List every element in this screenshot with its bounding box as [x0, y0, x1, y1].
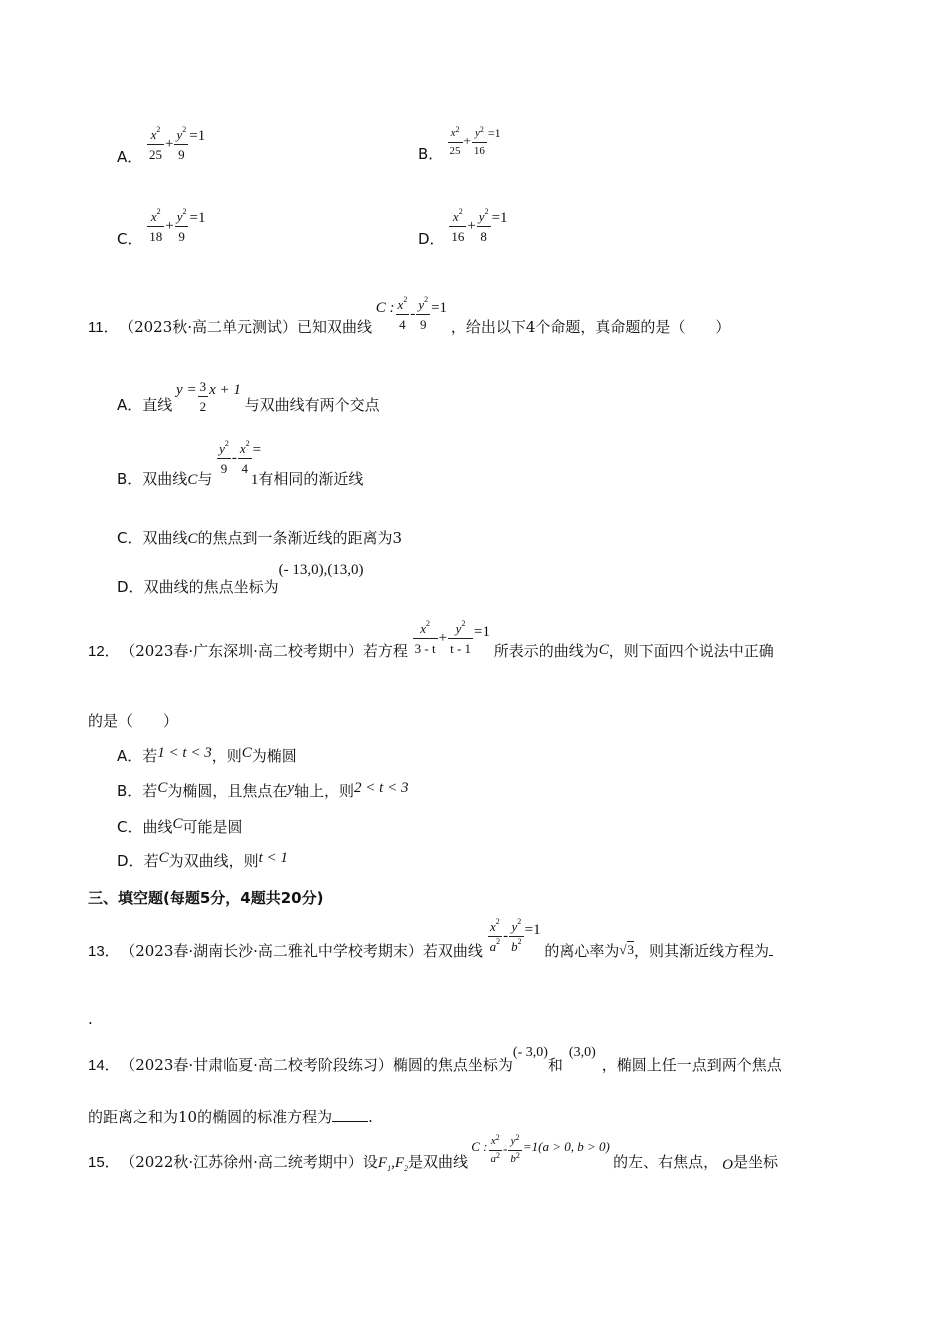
option-label: C．	[117, 229, 143, 248]
q12-option-c: C．曲线C可能是圆	[117, 816, 243, 836]
q11-option-d: D．双曲线的焦点坐标为(- 13,0),(13,0)	[117, 562, 364, 596]
foci-symbols: $F_1,F_2$	[377, 1155, 408, 1174]
answer-blank[interactable]	[332, 1109, 368, 1122]
q10-option-b	[418, 125, 501, 164]
q11-stem	[88, 295, 731, 336]
q12-option-d: D．若C为双曲线，则t < 1	[117, 850, 288, 870]
option-label: A．	[117, 395, 143, 414]
q11-option-c: C．双曲线C的焦点到一条渐近线的距离为3	[117, 529, 403, 547]
q13-line2: .	[88, 1010, 93, 1028]
option-label: B．	[117, 782, 143, 800]
focus-point-2: (3,0)	[568, 1045, 596, 1060]
equation: $\frac{x^2}{25}$ + $\frac{y^2}{9}$ =1	[149, 125, 206, 162]
option-label: A．	[117, 747, 143, 765]
q14-line2: 的距离之和为10的椭圆的标准方程为 .	[88, 1108, 373, 1126]
q15-stem: 15． （2022秋·江苏徐州·高二统考期中）设$F_1,F_2$是双曲线 C : $\frac{x^2}{a^2}$ - $\frac{y^2}{b^2}$ =1(a > 0, b > 0) 的左、右焦点， O是坐标	[88, 1133, 778, 1174]
focus-point-1: (- 3,0)	[512, 1045, 548, 1060]
line-equation: y = $\frac{3}{2}$ x + 1	[176, 379, 241, 414]
equation: $\frac{x^2}{25}$ + $\frac{y^2}{16}$ =1	[449, 125, 501, 157]
option-label: A．	[117, 147, 143, 166]
option-label: D．	[117, 852, 144, 870]
question-source: （2023春·湖南长沙·高二雅礼中学校考期末）若双曲线	[127, 941, 483, 960]
q12-option-a: A．若1 < t < 3，则C为椭圆	[117, 745, 297, 765]
question-number: 14．	[88, 1057, 120, 1074]
question-number: 15．	[88, 1154, 120, 1172]
question-source: （2023秋·高二单元测试）已知双曲线	[126, 317, 373, 336]
q10-option-a	[117, 125, 206, 166]
option-label: C．	[117, 818, 143, 836]
section-title: 三、填空题(每题5分，4题共20分)	[88, 889, 324, 907]
option-label: C．	[117, 529, 143, 547]
question-source: （2022秋·江苏徐州·高二统考期中）设	[127, 1153, 378, 1172]
q12-option-b: B．若C为椭圆，且焦点在y轴上，则2 < t < 3	[117, 780, 409, 800]
question-source: （2023春·广东深圳·高二校考期中）若方程	[127, 641, 408, 660]
question-number: 13．	[88, 942, 120, 960]
q13-equation: $\frac{x^2}{a^2}$ - $\frac{y^2}{b^2}$ =1	[489, 917, 541, 954]
q11-equation: C : $\frac{x^2}{4}$ - $\frac{y^2}{9}$ =1	[375, 295, 448, 332]
option-label: D．	[117, 578, 144, 596]
equation: $\frac{x^2}{18}$ + $\frac{y^2}{9}$ =1	[149, 207, 206, 244]
option-label: B．	[418, 145, 444, 164]
q14-stem: 14． （2023春·甘肃临夏·高二校考阶段练习）椭圆的焦点坐标为(- 3,0)和(3,0)，椭圆上任一点到两个焦点	[88, 1045, 782, 1074]
question-number: 12．	[88, 642, 120, 660]
question-stem-tail: ，给出以下4个命题，真命题的是（ ）	[450, 317, 731, 336]
equation: $\frac{x^2}{16}$ + $\frac{y^2}{8}$ =1	[451, 207, 508, 244]
option-label: D．	[418, 229, 445, 248]
q10-option-c	[117, 207, 206, 248]
q13-stem: 13． （2023春·湖南长沙·高二雅礼中学校考期末）若双曲线 $\frac{x^2}{a^2}$ - $\frac{y^2}{b^2}$ =1 的离心率为√3，则其渐近线方程为	[88, 920, 773, 953]
q12-equation: $\frac{x^2}{3 - t}$ + $\frac{y^2}{t - 1}$ =1	[414, 619, 490, 656]
q11-option-a: A．直线 y = $\frac{3}{2}$ x + 1 与双曲线有两个交点	[117, 379, 380, 414]
question-source: （2023春·甘肃临夏·高二校考阶段练习）椭圆的焦点坐标为	[127, 1056, 513, 1074]
focus-coordinates: (- 13,0),(13,0)	[278, 562, 364, 578]
q12-stem: 12． （2023春·广东深圳·高二校考期中）若方程 $\frac{x^2}{3 - t}$ + $\frac{y^2}{t - 1}$ =1 所表示的曲线为C，则下面四个说法中正确	[88, 619, 774, 660]
q11-option-b: B．双曲线C与 $\frac{y^2}{9}$ - $\frac{x^2}{4}$ = 1有相同的渐近线	[117, 439, 364, 488]
question-number: 11．	[88, 318, 119, 336]
q12-stem-line2: 的是（ ）	[88, 712, 179, 730]
hyperbola-equation: $\frac{y^2}{9}$ - $\frac{x^2}{4}$ =	[219, 439, 262, 476]
q15-equation: C : $\frac{x^2}{a^2}$ - $\frac{y^2}{b^2}$ =1(a > 0, b > 0)	[471, 1133, 610, 1165]
option-label: B．	[117, 469, 143, 488]
q10-option-d	[418, 207, 508, 248]
